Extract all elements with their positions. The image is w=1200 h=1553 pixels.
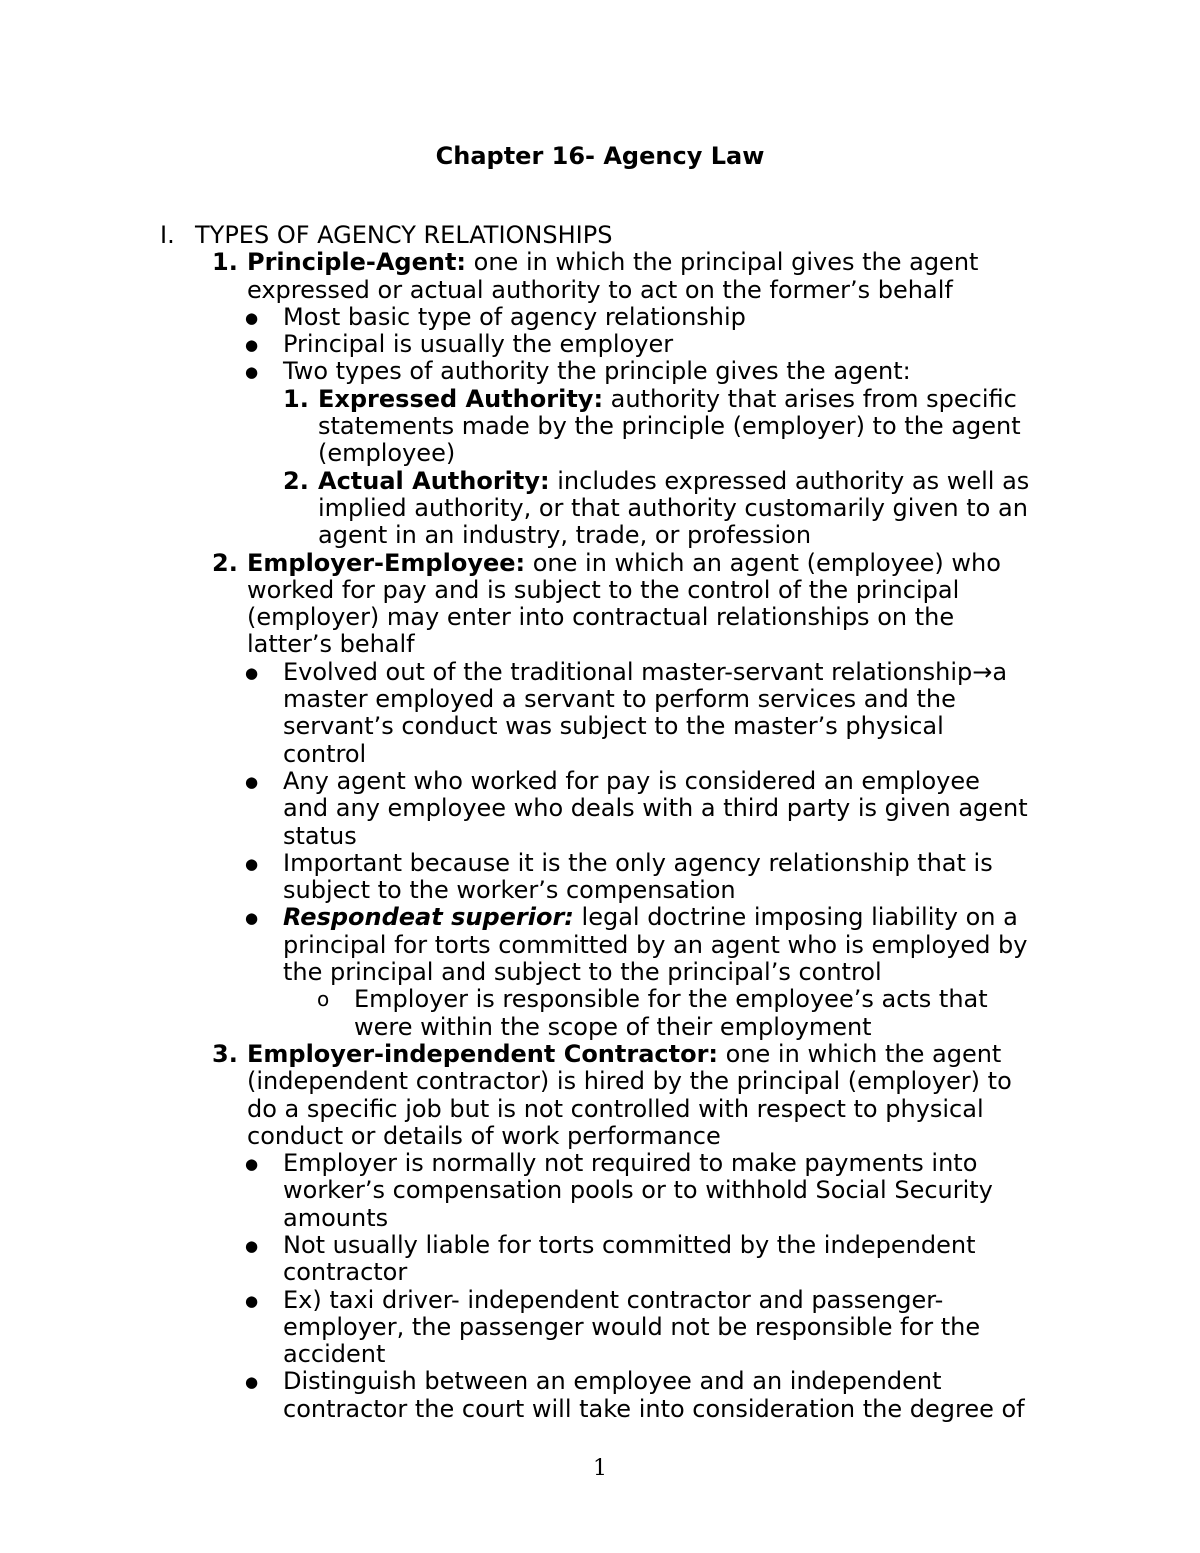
term-employer-employee: Employer-Employee: [247,548,526,577]
bullet-text: Distinguish between an employee and an independent contractor the court will take into consideration the degree of [283,1367,1025,1423]
bullet-text: Most basic type of agency relationship [283,302,746,331]
bullet-text: Two types of authority the principle gives the agent: [283,357,911,386]
page-number: 1 [593,1456,607,1481]
sub-bullet-item [160,986,1030,1041]
section-marker: I. [160,221,175,249]
bullet-text: Not usually liable for torts committed by the independent contractor [283,1230,976,1287]
bullet-item [160,904,1030,986]
term-actual-authority: Actual Authority: [318,466,550,495]
bullet-text: legal doctrine imposing liability on a principal for torts committed by an agent who is employed by the principal and subject to the principal’s control [283,903,1028,987]
bullet-icon: ● [245,363,259,382]
bullet-icon: ● [245,772,259,791]
list-marker: 1. [283,384,309,413]
list-marker: 2. [212,548,238,577]
list-marker: 1. [212,248,238,277]
bullet-text: Any agent who worked for pay is considered an employee and any employee who deals with a third party is given agent status [283,766,1028,850]
bullet-item [160,1368,1030,1423]
sub-list-item-actual-authority [160,468,1030,550]
list-item-principle-agent [160,249,1030,304]
bullet-icon: ● [245,336,259,355]
term-principle-agent: Principle-Agent: [247,248,467,277]
term-respondeat-superior: Respondeat superior: [283,903,574,932]
bullet-icon: ● [245,663,259,682]
bullet-text-continued: a master employed a servant to perform services and the servant’s conduct was subject to the master’s physical control [283,657,1008,768]
bullet-icon: ● [245,1236,259,1255]
bullet-item [160,304,1030,331]
bullet-text: Evolved out of the traditional master-servant relationship [283,657,973,686]
definition-text: authority that arises from specific statements made by the principle (employer) to the agent (employee) [318,384,1021,468]
bullet-item [160,850,1030,905]
circle-bullet-icon: o [317,987,330,1012]
term-expressed-authority: Expressed Authority: [318,384,604,413]
definition-text: one in which an agent (employee) who worked for pay and is subject to the control of the principal (employer) may enter into contractual relationships on the latter’s behalf [247,548,1001,659]
bullet-item [160,331,1030,358]
arrow-right-icon: → [972,657,993,686]
bullet-text: Ex) taxi driver- independent contractor and passenger- employer, the passenger would not be responsible for the accident [283,1285,981,1369]
list-item-employer-employee [160,550,1030,659]
term-employer-independent-contractor: Employer-independent Contractor: [247,1039,719,1068]
definition-text: one in which the agent (independent contractor) is hired by the principal (employer) to do a specific job but is not controlled with respect to physical conduct or details of work performance [247,1039,1012,1150]
section-heading-text: TYPES OF AGENCY RELATIONSHIPS [195,221,613,249]
bullet-text: Employer is normally not required to make payments into worker’s compensation pools or to withhold Social Security amounts [283,1149,993,1232]
sub-bullet-text: Employer is responsible for the employee’s acts that were within the scope of their employment [354,985,988,1041]
bullet-item [160,1287,1030,1369]
list-marker: 3. [212,1039,238,1068]
document-body [160,222,1030,1423]
section-heading [160,222,1030,249]
definition-text: includes expressed authority as well as implied authority, or that authority customarily given to an agent in an industry, trade, or profession [318,466,1030,550]
bullet-icon: ● [245,1155,259,1174]
definition-text: one in which the principal gives the agent expressed or actual authority to act on the former’s behalf [247,248,979,304]
list-marker: 2. [283,466,309,495]
bullet-icon: ● [245,1373,259,1392]
bullet-icon: ● [245,1291,259,1310]
bullet-icon: ● [245,909,259,928]
list-item-employer-independent-contractor [160,1041,1030,1150]
bullet-item [160,768,1030,850]
bullet-item [160,659,1030,768]
bullet-icon: ● [245,854,259,873]
page-title: Chapter 16- Agency Law [435,142,765,170]
sub-list-item-expressed-authority [160,386,1030,468]
bullet-item [160,1232,1030,1287]
bullet-item [160,1150,1030,1232]
bullet-text: Principal is usually the employer [283,330,674,359]
bullet-icon: ● [245,308,259,327]
bullet-text: Important because it is the only agency relationship that is subject to the worker’s compensation [283,848,993,905]
bullet-item [160,358,1030,385]
